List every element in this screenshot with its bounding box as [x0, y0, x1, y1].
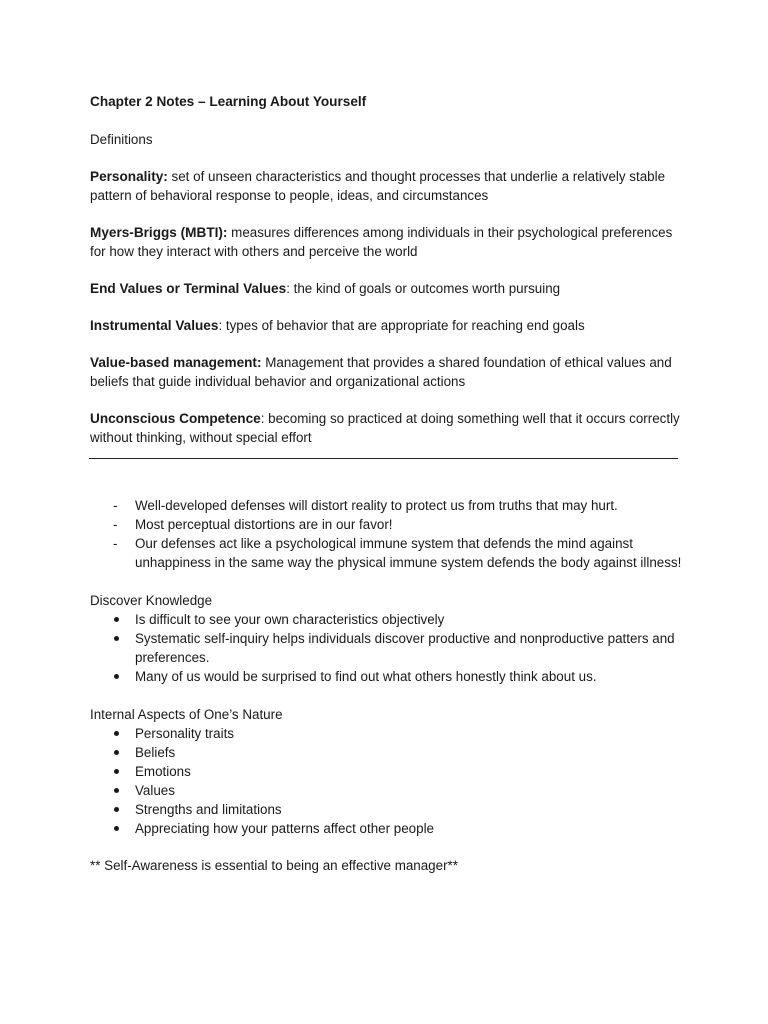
list-item	[90, 667, 682, 686]
definition-term: Value-based management:	[90, 355, 262, 370]
definition-term: Personality:	[90, 169, 168, 184]
document-body	[90, 92, 682, 875]
internal-aspects-list	[90, 724, 682, 838]
definition-text: : the kind of goals or outcomes worth pursuing	[286, 281, 561, 296]
list-item-text: Systematic self-inquiry helps individuals discover productive and nonproductive patters and preferences.	[135, 631, 675, 665]
definition-instrumental-values	[90, 316, 682, 335]
list-item	[90, 496, 682, 515]
list-item-text: Emotions	[135, 764, 191, 779]
list-item-text: Many of us would be surprised to find out what others honestly think about us.	[135, 669, 597, 684]
bullet-icon	[114, 826, 119, 831]
definition-term: Myers-Briggs (MBTI):	[90, 225, 228, 240]
list-item-text: Strengths and limitations	[135, 802, 282, 817]
section-divider	[89, 458, 678, 459]
definition-value-based-management	[90, 353, 682, 391]
bullet-icon	[114, 769, 119, 774]
list-item	[90, 781, 682, 800]
bullet-icon	[114, 788, 119, 793]
discover-knowledge-heading: Discover Knowledge	[90, 593, 213, 608]
list-item	[90, 515, 682, 534]
list-item-text: Most perceptual distortions are in our favor!	[135, 517, 393, 532]
dash-marker: -	[113, 536, 118, 551]
definition-text: set of unseen characteristics and thought processes that underlie a relatively stable pattern of behavioral response to people, ideas, and circumstances	[90, 169, 666, 203]
list-item-text: Values	[135, 783, 175, 798]
list-item	[90, 743, 682, 762]
dash-marker: -	[113, 498, 118, 513]
page-title: Chapter 2 Notes – Learning About Yourself	[90, 94, 367, 109]
discover-knowledge-list	[90, 610, 682, 686]
definition-term: Unconscious Competence	[90, 411, 261, 426]
bullet-icon	[114, 617, 119, 622]
definition-text: : becoming so practiced at doing something well that it occurs correctly without thinking, without special effort	[90, 411, 680, 445]
list-item	[90, 534, 682, 572]
internal-aspects-heading: Internal Aspects of One’s Nature	[90, 707, 283, 722]
list-item-text: Is difficult to see your own characteristics objectively	[135, 612, 445, 627]
list-item	[90, 724, 682, 743]
list-item	[90, 610, 682, 629]
bullet-icon	[114, 750, 119, 755]
definition-end-values	[90, 279, 682, 298]
closing-note: ** Self-Awareness is essential to being an effective manager**	[90, 858, 458, 873]
list-item	[90, 819, 682, 838]
list-item-text: Beliefs	[135, 745, 176, 760]
bullet-icon	[114, 807, 119, 812]
definition-text: : types of behavior that are appropriate for reaching end goals	[218, 318, 585, 333]
dash-marker: -	[113, 517, 118, 532]
definition-mbti	[90, 223, 682, 261]
list-item-text: Personality traits	[135, 726, 234, 741]
definition-personality	[90, 167, 682, 205]
definition-text: Management that provides a shared foundation of ethical values and beliefs that guide individual behavior and organizational actions	[90, 355, 672, 389]
bullet-icon	[114, 636, 119, 641]
definitions-heading: Definitions	[90, 132, 153, 147]
dash-list	[90, 496, 682, 572]
bullet-icon	[114, 731, 119, 736]
definition-text: measures differences among individuals in their psychological preferences for how they interact with others and perceive the world	[90, 225, 673, 259]
definition-unconscious-competence	[90, 409, 682, 447]
definition-term: Instrumental Values	[90, 318, 219, 333]
list-item-text: Our defenses act like a psychological immune system that defends the mind against unhappiness in the same way the physical immune system defends the body against illness!	[135, 536, 682, 570]
list-item-text: Appreciating how your patterns affect other people	[135, 821, 435, 836]
list-item	[90, 762, 682, 781]
bullet-icon	[114, 674, 119, 679]
list-item-text: Well-developed defenses will distort reality to protect us from truths that may hurt.	[135, 498, 618, 513]
list-item	[90, 629, 682, 667]
definition-term: End Values or Terminal Values	[90, 281, 287, 296]
list-item	[90, 800, 682, 819]
